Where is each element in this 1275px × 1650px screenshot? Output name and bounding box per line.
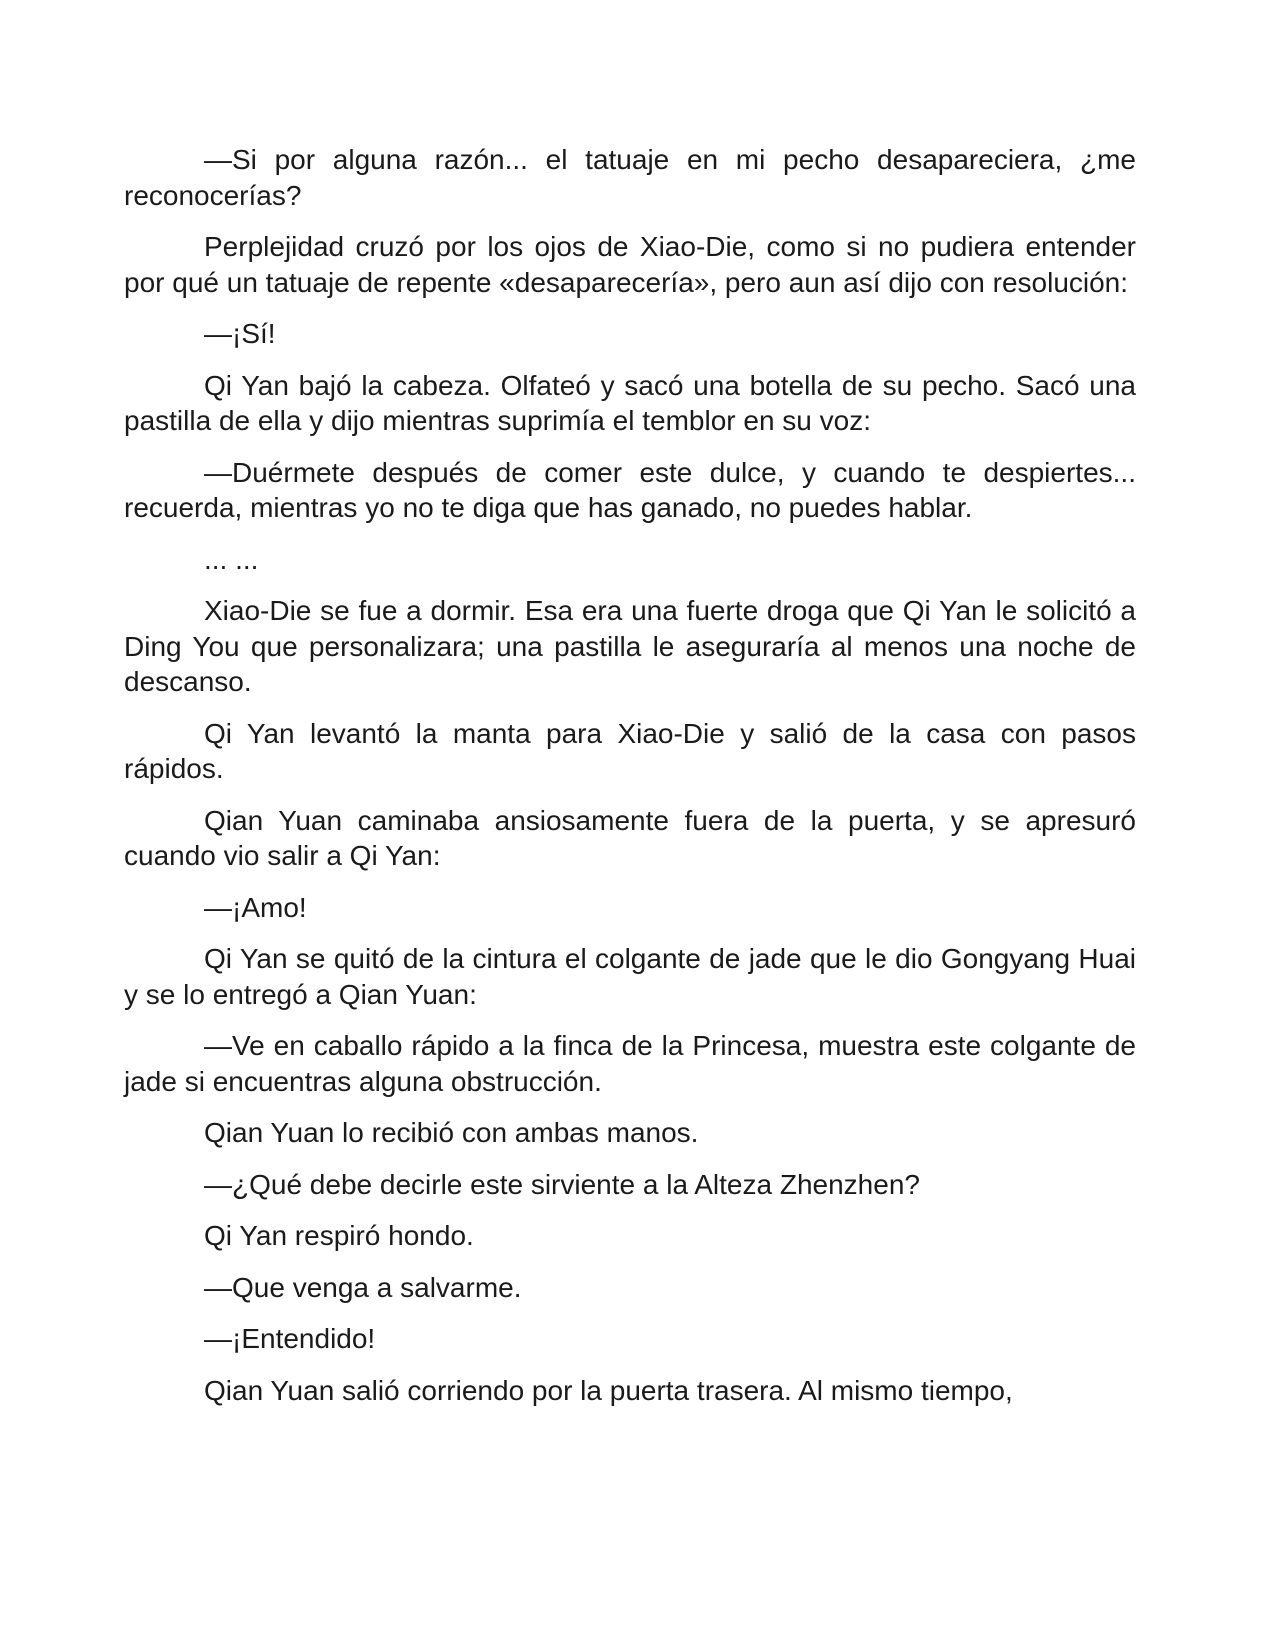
paragraph-18: Qian Yuan salió corriendo por la puerta trasera. Al mismo tiempo, [204, 1374, 1013, 1406]
paragraph-1: —Si por alguna razón... el tatuaje en mi pecho desapareciera, ¿me reconocerías? [124, 144, 1136, 211]
paragraph-5: —Duérmete después de comer este dulce, y cuando te despiertes... recuerda, mientras yo no te diga que has ganado, no puedes hablar. [124, 456, 1136, 523]
paragraph-13: Qian Yuan lo recibió con ambas manos. [204, 1117, 699, 1148]
paragraph-4: Qi Yan bajó la cabeza. Olfateó y sacó una botella de su pecho. Sacó una pastilla de ella y dijo mientras suprimía el temblor en su voz: [124, 369, 1136, 436]
paragraph-17: —¡Entendido! [204, 1323, 376, 1354]
paragraph-10: —¡Amo! [204, 891, 307, 923]
document-page [124, 142, 1136, 1408]
paragraph-3: —¡Sí! [204, 318, 276, 349]
paragraph-14: —¿Qué debe decirle este sirviente a la Alteza Zhenzhen? [204, 1168, 920, 1200]
paragraph-16: —Que venga a salvarme. [204, 1271, 522, 1303]
paragraph-11: Qi Yan se quitó de la cintura el colgante de jade que le dio Gongyang Huai y se lo entregó a Qian Yuan: [124, 943, 1136, 1010]
paragraph-12: —Ve en caballo rápido a la finca de la Princesa, muestra este colgante de jade si encuentras alguna obstrucción. [124, 1030, 1136, 1097]
paragraph-15: Qi Yan respiró hondo. [204, 1220, 474, 1251]
paragraph-9: Qian Yuan caminaba ansiosamente fuera de la puerta, y se apresuró cuando vio salir a Qi Yan: [124, 804, 1136, 871]
paragraph-6: ... ... [204, 543, 259, 575]
paragraph-7: Xiao-Die se fue a dormir. Esa era una fuerte droga que Qi Yan le solicitó a Ding You que personalizara; una pastilla le aseguraría al menos una noche de descanso. [124, 595, 1136, 697]
paragraph-2: Perplejidad cruzó por los ojos de Xiao-Die, como si no pudiera entender por qué un tatuaje de repente «desaparecería», pero aun así dijo con resolución: [124, 231, 1136, 298]
paragraph-8: Qi Yan levantó la manta para Xiao-Die y salió de la casa con pasos rápidos. [124, 717, 1136, 784]
